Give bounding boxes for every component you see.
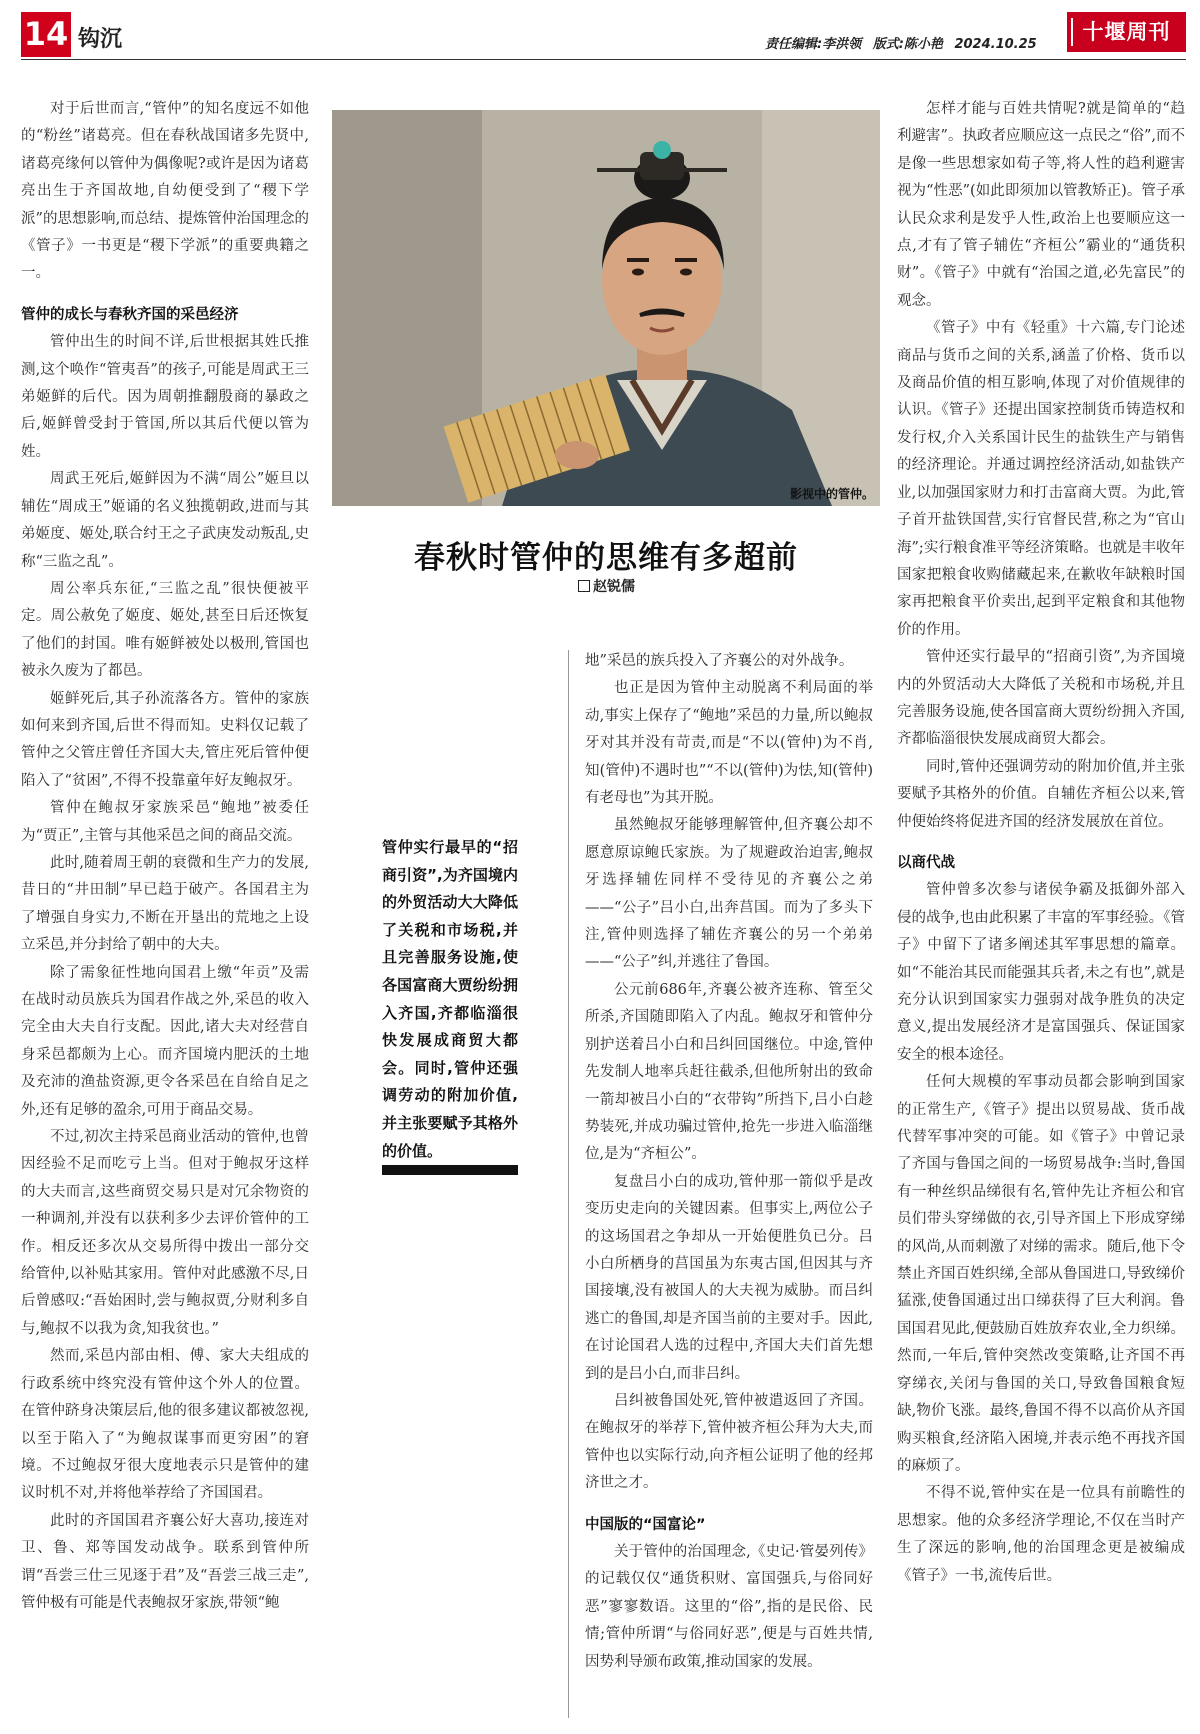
paragraph: 虽然鲍叔牙能够理解管仲,但齐襄公却不愿意原谅鲍氏家族。为了规避政治迫害,鲍叔牙选择辅佐同样不受待见的齐襄公之弟——“公子”吕小白,出奔莒国。而为了多头下注,管仲则选择了辅佐齐襄公的另一个弟弟——“公子”纠,并逃往了鲁国。: [585, 817, 873, 971]
section-name: 钩沉: [78, 27, 123, 52]
paragraph: 不得不说,管仲实在是一位具有前瞻性的思想家。他的众多经济学理论,不仅在当时产生了深远的影响,他的治国理念更是被编成《管子》一书,流传后世。: [897, 1485, 1185, 1584]
masthead-logo: 十堰周刊: [1067, 12, 1186, 52]
layout-credit: 版式:陈小艳: [872, 37, 943, 52]
issue-date: 2024.10.25: [954, 37, 1037, 52]
editor-credit: 责任编辑:李洪领: [765, 37, 862, 52]
paragraph: 除了需象征性地向国君上缴“年贡”及需在战时动员族兵为国君作战之外,采邑的收入完全由大夫自行支配。因此,诸大夫对经营自身采邑都颇为上心。而齐国境内肥沃的土地及充沛的渔盐资源,更令各采邑在自给自足之外,还有足够的盈余,可用于商品交易。: [21, 964, 309, 1118]
subheading: 中国版的“国富论”: [585, 1516, 706, 1533]
paragraph: 复盘吕小白的成功,管仲那一箭似乎是改变历史走向的关键因素。但事实上,两位公子的这场国君之争却从一开始便胜负已分。吕小白所栖身的莒国虽为东夷古国,但因其与齐国接壤,没有被国人的大夫视为威胁。而吕纠逃亡的鲁国,却是齐国当前的主要对手。因此,在讨论国君人选的过程中,齐国大夫们首先想到的是吕小白,而非吕纠。: [585, 1173, 873, 1382]
paragraph: 《管子》中有《轻重》十六篇,专门论述商品与货币之间的关系,涵盖了价格、货币以及商品价值的相互影响,体现了对价值规律的认识。《管子》还提出国家控制货币铸造权和发行权,介入关系国计民生的盐铁生产与销售的经济理论。并通过调控经济活动,如盐铁产业,以加强国家财力和打击富商大贾。为此,管子首开盐铁国营,实行官督民营,称之为“官山海”;实行粮食准平等经济策略。也就是丰收年国家把粮食收购储藏起来,在歉收年缺粮时国家再把粮食平价卖出,起到平定粮食和其他物价的作用。: [897, 320, 1185, 638]
paragraph: 管仲还实行最早的“招商引资”,为齐国境内的外贸活动大大降低了关税和市场税,并且完善服务设施,使各国富商大贾纷纷拥入齐国,齐都临淄很快发展成商贸大都会。: [897, 649, 1185, 748]
subheading: 管仲的成长与春秋齐国的采邑经济: [21, 306, 239, 323]
header-rule: [21, 59, 1186, 60]
byline: [578, 576, 635, 596]
paragraph: 也正是因为管仲主动脱离不利局面的举动,事实上保存了“鲍地”采邑的力量,所以鲍叔牙对其并没有苛责,而是“不以(管仲)为不肖,知(管仲)不遇时也”“不以(管仲)为怯,知(管仲)有老母也”为其开脱。: [585, 680, 873, 807]
paragraph: 对于后世而言,“管仲”的知名度远不如他的“粉丝”诸葛亮。但在春秋战国诸多先贤中,诸葛亮缘何以管仲为偶像呢?或许是因为诸葛亮出生于齐国故地,自幼便受到了“稷下学派”的思想影响,而总结、提炼管仲治国理念的《管子》一书更是“稷下学派”的重要典籍之一。: [21, 101, 309, 282]
paragraph: 管仲在鲍叔牙家族采邑“鲍地”被委任为“贾正”,主管与其他采邑之间的商品交流。: [21, 800, 309, 844]
byline-box-icon: [578, 580, 590, 592]
pull-quote: 管仲实行最早的“招商引资”,为齐国境内的外贸活动大大降低了关税和市场税,并且完善服务设施,使各国富商大贾纷纷拥入齐国,齐都临淄很快发展成商贸大都会。同时,管仲还强调劳动的附加价值,并主张要赋予其格外的价值。: [382, 838, 518, 1160]
paragraph: 吕纠被鲁国处死,管仲被遣返回了齐国。在鲍叔牙的举荐下,管仲被齐桓公拜为大夫,而管仲也以实际行动,向齐桓公证明了他的经邦济世之才。: [585, 1392, 873, 1492]
pull-quote-bar: [382, 1165, 518, 1175]
paragraph: 周公率兵东征,“三监之乱”很快便被平定。周公赦免了姬度、姬处,甚至日后还恢复了他们的封国。唯有姬鲜被处以极刑,管国也被永久废为了都邑。: [21, 580, 309, 680]
credits: [765, 33, 1044, 52]
paragraph: 此时的齐国国君齐襄公好大喜功,接连对卫、鲁、郑等国发动战争。联系到管仲所谓“吾尝三仕三见逐于君”及“吾尝三战三走”,管仲极有可能是代表鲍叔牙家族,带领“鲍: [21, 1512, 309, 1611]
paragraph: 姬鲜死后,其子孙流落各方。管仲的家族如何来到齐国,后世不得而知。史料仅记载了管仲之父管庄曾任齐国大夫,管庄死后管仲便陷入了“贫困”,不得不投靠童年好友鲍叔牙。: [21, 690, 309, 789]
figure-illustration: [332, 110, 880, 506]
paragraph: 然而,采邑内部由相、傅、家大夫组成的行政系统中终究没有管仲这个外人的位置。在管仲跻身决策层后,他的很多建议都被忽视,以至于陷入了“为鲍叔谋事而更穷困”的窘境。不过鲍叔牙很大度地表示只是管仲的建议时机不对,并将他举荐给了齐国国君。: [21, 1348, 309, 1502]
paragraph: 同时,管仲还强调劳动的附加价值,并主张要赋予其格外的价值。自辅佐齐桓公以来,管仲便始终将促进齐国的经济发展放在首位。: [897, 758, 1185, 830]
paragraph: 管仲出生的时间不详,后世根据其姓氏推测,这个唤作“管夷吾”的孩子,可能是周武王三弟姬鲜的后代。因为周朝推翻殷商的暴政之后,姬鲜曾受封于管国,所以其后代便以管为姓。: [21, 334, 309, 460]
paragraph: 地”采邑的族兵投入了齐襄公的对外战争。: [585, 653, 854, 669]
column-1: [21, 96, 309, 1617]
article-title: 春秋时管仲的思维有多超前: [414, 540, 798, 576]
paragraph: 公元前686年,齐襄公被齐连称、管至父所杀,齐国随即陷入了内乱。鲍叔牙和管仲分别护送着吕小白和吕纠回国继位。中途,管仲先发制人地率兵赶往截杀,但他所射出的致命一箭却被吕小白的“衣带钩”所挡下,吕小白趁势装死,并成功骗过管仲,抢先一步进入临淄继位,是为“齐桓公”。: [585, 981, 873, 1163]
page-number: 14: [21, 12, 71, 57]
paragraph: 任何大规模的军事动员都会影响到国家的正常生产,《管子》提出以贸易战、货币战代替军事冲突的可能。如《管子》中曾记录了齐国与鲁国之间的一场贸易战争:当时,鲁国有一种丝织品绨很有名,管仲先让齐桓公和官员们带头穿绨做的衣,引导齐国上下形成穿绨的风尚,从而刺激了对绨的需求。随后,他下令禁止齐国百姓织绨,全部从鲁国进口,导致绨价猛涨,使鲁国通过出口绨获得了巨大利润。鲁国国君见此,便鼓励百姓放弃农业,全力织绨。然而,一年后,管仲突然改变策略,让齐国不再穿绨衣,关闭与鲁国的关口,导致鲁国粮食短缺,物价飞涨。最终,鲁国不得不以高价从齐国购买粮食,经济陷入困境,并表示绝不再找齐国的麻烦了。: [897, 1074, 1185, 1474]
paragraph: 周武王死后,姬鲜因为不满“周公”姬旦以辅佐“周成王”姬诵的名义独揽朝政,进而与其弟姬度、姬处,联合纣王之子武庚发动叛乱,史称“三监之乱”。: [21, 471, 309, 570]
column-3: [897, 96, 1185, 1590]
article-photo: [332, 110, 880, 506]
paragraph: 不过,初次主持采邑商业活动的管仲,也曾因经验不足而吃亏上当。但对于鲍叔牙这样的大夫而言,这些商贸交易只是对冗余物资的一种调剂,并没有以获利多少去评价管仲的工作。相反还多次从交易所得中拨出一部分交给管仲,以补贴其家用。管仲对此感激不尽,日后曾感叹:“吾始困时,尝与鲍叔贾,分财利多自与,鲍叔不以我为贪,知我贫也。”: [21, 1129, 309, 1337]
paragraph: 管仲曾多次参与诸侯争霸及抵御外部入侵的战争,也由此积累了丰富的军事经验。《管子》中留下了诸多阐述其军事思想的篇章。如“不能治其民而能强其兵者,未之有也”,就是充分认识到国家实力强弱对战争胜负的决定意义,提出发展经济才是富国强兵、保证国家安全的根本途径。: [897, 882, 1185, 1063]
author-name: 赵锐儒: [593, 579, 635, 595]
paragraph: 关于管仲的治国理念,《史记·管晏列传》的记载仅仅“通货积财、富国强兵,与俗同好恶”寥寥数语。这里的“俗”,指的是民俗、民情;管仲所谓“与俗同好恶”,便是与百姓共情,因势利导颁布政策,推动国家的发展。: [585, 1544, 873, 1670]
photo-caption: 影视中的管仲。: [789, 487, 874, 501]
column-2: [585, 648, 873, 1676]
subheading: 以商代战: [897, 854, 955, 871]
paragraph: 此时,随着周王朝的衰微和生产力的发展,昔日的“井田制”早已趋于破产。各国君主为了增强自身实力,不断在开垦出的荒地之上设立采邑,并分封给了朝中的大夫。: [21, 854, 309, 954]
column-divider: [568, 650, 569, 1718]
paragraph: 怎样才能与百姓共情呢?就是简单的“趋利避害”。执政者应顺应这一点民之“俗”,而不是像一些思想家如荀子等,将人性的趋利避害视为“性恶”(如此即须加以管教矫正)。管子承认民众求利是发乎人性,政治上也要顺应这一点,才有了管子辅佐“齐桓公”霸业的“通货积财”。《管子》中就有“治国之道,必先富民”的观念。: [897, 101, 1185, 309]
